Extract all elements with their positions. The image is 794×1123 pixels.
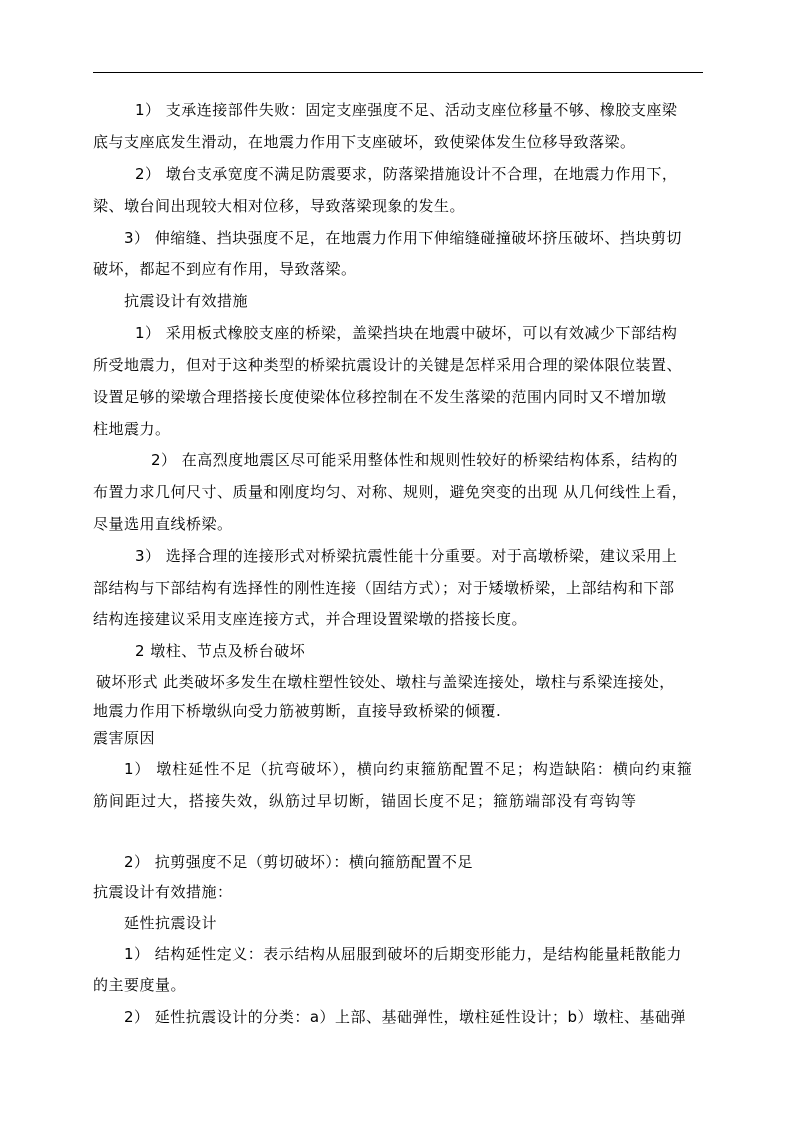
text-line: 的主要度量。 <box>93 976 187 994</box>
section-heading: 抗震设计有效措施 <box>124 292 249 310</box>
text-line: 1） 支承连接部件失败：固定支座强度不足、活动支座位移量不够、橡胶支座梁 <box>135 101 678 119</box>
text-line: 梁、墩台间出现较大相对位移，导致落梁现象的发生。 <box>93 197 466 215</box>
header-rule <box>93 72 703 73</box>
text-line: 3） 伸缩缝、挡块强度不足，在地震力作用下伸缩缝碰撞破坏挤压破坏、挡块剪切 <box>124 229 682 247</box>
text-line: 布置力求几何尺寸、质量和刚度均匀、对称、规则，避免突变的出现 从几何线性上看， <box>93 483 688 501</box>
section-heading: 2 墩柱、节点及桥台破坏 <box>135 642 306 660</box>
text-line: 3） 选择合理的连接形式对桥梁抗震性能十分重要。对于高墩桥梁，建议采用上 <box>135 547 678 565</box>
text-line: 2） 在高烈度地震区尽可能采用整体性和规则性较好的桥梁结构体系，结构的 <box>151 451 678 469</box>
text-line: 筋间距过大，搭接失效，纵筋过早切断，锚固长度不足；箍筋端部没有弯钩等 <box>93 792 638 810</box>
section-heading: 抗震设计有效措施： <box>93 883 233 901</box>
text-line: 1） 采用板式橡胶支座的桥梁，盖梁挡块在地震中破坏，可以有效减少下部结构 <box>135 324 678 342</box>
text-line: 破坏，都起不到应有作用，导致落梁。 <box>93 260 357 278</box>
text-line: 设置足够的梁墩合理搭接长度使梁体位移控制在不发生落梁的范围内同时又不增加墩 <box>93 388 667 406</box>
text-line: 尽量选用直线桥梁。 <box>93 515 233 533</box>
text-line: 2） 延性抗震设计的分类：a）上部、基础弹性，墩柱延性设计；b）墩柱、基础弹 <box>124 1008 687 1026</box>
text-line: 1） 结构延性定义：表示结构从屈服到破坏的后期变形能力，是结构能量耗散能力 <box>124 945 682 963</box>
text-line: 2） 抗剪强度不足（剪切破坏）：横向箍筋配置不足 <box>124 853 473 871</box>
section-heading: 延性抗震设计 <box>124 914 218 932</box>
text-line: 柱地震力。 <box>93 420 171 438</box>
text-line: 1） 墩柱延性不足（抗弯破坏），横向约束箍筋配置不足；构造缺陷：横向约束箍 <box>124 760 693 778</box>
section-heading: 震害原因 <box>93 729 156 747</box>
text-line: 部结构与下部结构有选择性的刚性连接（固结方式）；对于矮墩桥梁，上部结构和下部 <box>93 579 675 597</box>
text-line: 所受地震力，但对于这种类型的桥梁抗震设计的关键是怎样采用合理的梁体限位装置、 <box>93 356 683 374</box>
text-line: 2） 墩台支承宽度不满足防震要求，防落梁措施设计不合理，在地震力作用下， <box>135 165 678 183</box>
text-line: 地震力作用下桥墩纵向受力筋被剪断，直接导致桥梁的倾覆. <box>93 702 502 720</box>
text-line: 底与支座底发生滑动，在地震力作用下支座破坏，致使梁体发生位移导致落梁。 <box>93 133 636 151</box>
text-line: 结构连接建议采用支座连接方式，并合理设置梁墩的搭接长度。 <box>93 610 528 628</box>
text-line: 破坏形式 此类破坏多发生在墩柱塑性铰处、墩柱与盖梁连接处，墩柱与系梁连接处， <box>96 673 675 691</box>
